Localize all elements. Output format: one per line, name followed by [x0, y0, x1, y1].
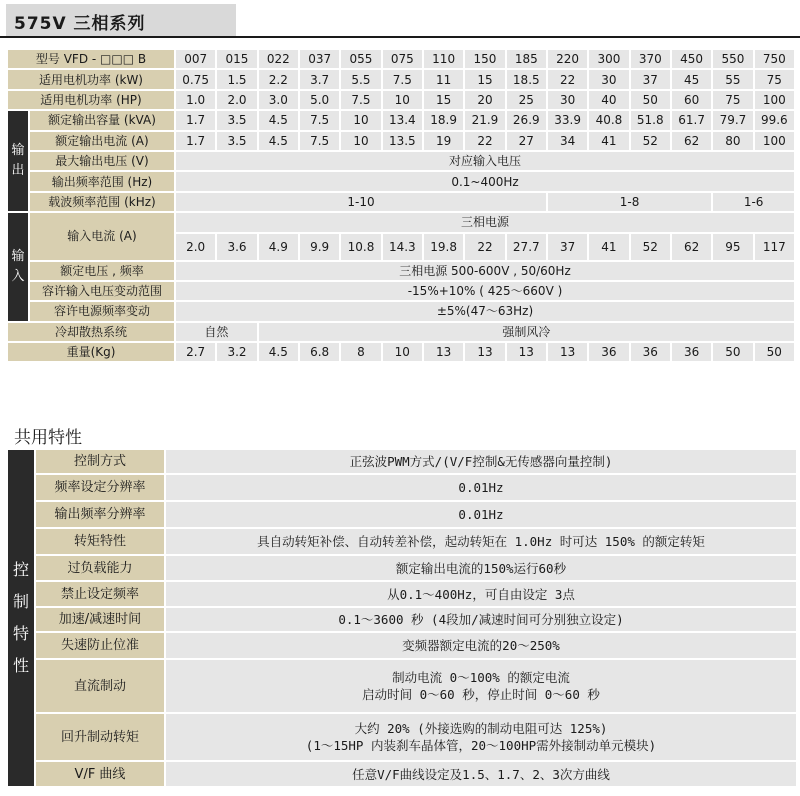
motor-kw-cell: 5.5 — [340, 69, 381, 89]
feature-label: 过负载能力 — [35, 555, 165, 581]
feature-label: 失速防止位准 — [35, 632, 165, 659]
row-in-phase — [7, 212, 795, 232]
motor-hp-cell: 40 — [588, 90, 629, 110]
weight-cell: 2.7 — [175, 342, 216, 362]
motor-hp-cell: 10 — [382, 90, 423, 110]
feature-value — [165, 761, 797, 787]
row-carrier — [7, 192, 795, 212]
motor-hp-cell: 1.0 — [175, 90, 216, 110]
freq-range-label: 输出频率范围 (Hz) — [29, 171, 175, 191]
weight-cell: 10 — [382, 342, 423, 362]
motor-kw-cell: 11 — [423, 69, 464, 89]
kva-cell: 99.6 — [754, 110, 795, 130]
feature-label: 控制方式 — [35, 449, 165, 474]
motor-hp-cell: 50 — [630, 90, 671, 110]
model-cell: 037 — [299, 49, 340, 69]
in-current-cell: 4.9 — [258, 233, 299, 261]
section-title-common: 共用特性 — [14, 428, 82, 448]
feature-row — [7, 761, 797, 787]
model-label: 型号 VFD - □□□ B — [7, 49, 175, 69]
page-title: 575V 三相系列 — [14, 14, 146, 34]
row-model — [7, 49, 795, 69]
kva-cell: 26.9 — [506, 110, 547, 130]
model-cell: 015 — [216, 49, 257, 69]
in-current-cell: 27.7 — [506, 233, 547, 261]
feature-row — [7, 659, 797, 713]
motor-kw-cell: 37 — [630, 69, 671, 89]
cooling-value: 自然 — [175, 322, 258, 342]
kva-cell: 21.9 — [464, 110, 505, 130]
motor-kw-cell: 55 — [712, 69, 753, 89]
cooling-label: 冷却散热系统 — [7, 322, 175, 342]
feature-label: 禁止设定频率 — [35, 581, 165, 607]
in-current-cell: 117 — [754, 233, 795, 261]
feature-value-line: 0.1～3600 秒 (4段加/减速时间可分别独立设定) — [338, 612, 624, 627]
feature-label: V/F 曲线 — [35, 761, 165, 787]
kva-label: 额定输出容量 (kVA) — [29, 110, 175, 130]
freq-range-value: 0.1~400Hz — [175, 171, 795, 191]
spec-table — [6, 48, 796, 363]
feature-row — [7, 581, 797, 607]
kva-cell: 18.9 — [423, 110, 464, 130]
motor-kw-cell: 15 — [464, 69, 505, 89]
motor-kw-cell: 3.7 — [299, 69, 340, 89]
feature-value-line: 启动时间 0～60 秒，停止时间 0～60 秒 — [362, 687, 600, 702]
model-cell: 022 — [258, 49, 299, 69]
weight-cell: 13 — [506, 342, 547, 362]
out-current-cell: 19 — [423, 131, 464, 151]
output-side-label: 输出 — [7, 110, 29, 212]
rated-voltage-label: 额定电压 , 频率 — [29, 261, 175, 281]
feature-value — [165, 555, 797, 581]
motor-hp-cell: 5.0 — [299, 90, 340, 110]
weight-cell: 8 — [340, 342, 381, 362]
feature-value — [165, 501, 797, 528]
feature-row — [7, 449, 797, 474]
title-underline — [0, 36, 800, 38]
feature-value-line: 从0.1～400Hz，可自由设定 3点 — [387, 586, 575, 602]
feature-value — [165, 659, 797, 713]
row-cooling — [7, 322, 795, 342]
in-phase-value: 三相电源 — [175, 212, 795, 232]
out-current-cell: 22 — [464, 131, 505, 151]
motor-hp-cell: 7.5 — [340, 90, 381, 110]
feature-label: 回升制动转矩 — [35, 713, 165, 761]
model-cell: 370 — [630, 49, 671, 69]
weight-cell: 6.8 — [299, 342, 340, 362]
weight-cell: 36 — [588, 342, 629, 362]
motor-hp-cell: 3.0 — [258, 90, 299, 110]
kva-cell: 40.8 — [588, 110, 629, 130]
motor-kw-cell: 0.75 — [175, 69, 216, 89]
feature-label: 频率设定分辨率 — [35, 474, 165, 501]
feature-label: 加速/减速时间 — [35, 607, 165, 632]
feature-side-char: 控 — [12, 560, 29, 579]
weight-cell: 13 — [464, 342, 505, 362]
model-cell: 007 — [175, 49, 216, 69]
kva-cell: 33.9 — [547, 110, 588, 130]
feature-value-line: 大约 20% (外接选购的制动电阻可达 125%) — [354, 721, 608, 736]
carrier-value: 1-6 — [712, 192, 795, 212]
feature-row — [7, 474, 797, 501]
in-current-cell: 9.9 — [299, 233, 340, 261]
out-current-cell: 34 — [547, 131, 588, 151]
feature-row — [7, 555, 797, 581]
motor-kw-cell: 2.2 — [258, 69, 299, 89]
in-current-cell: 3.6 — [216, 233, 257, 261]
kva-cell: 3.5 — [216, 110, 257, 130]
freq-tol-value: ±5%(47～63Hz) — [175, 301, 795, 321]
motor-hp-label: 适用电机功率 (HP) — [7, 90, 175, 110]
feature-value-line: 0.01Hz — [458, 507, 504, 522]
feature-value — [165, 607, 797, 632]
title-block — [6, 4, 256, 38]
feature-value — [165, 713, 797, 761]
row-weight — [7, 342, 795, 362]
out-current-cell: 4.5 — [258, 131, 299, 151]
feature-value-line: (1～15HP 内装刹车晶体管，20～100HP需外接制动单元模块) — [305, 738, 657, 753]
model-cell: 110 — [423, 49, 464, 69]
feature-side-char: 制 — [12, 592, 29, 611]
model-cell: 055 — [340, 49, 381, 69]
feature-value-line: 具自动转矩补偿、自动转差补偿，起动转矩在 1.0Hz 时可达 150% 的额定转矩 — [257, 534, 705, 549]
feature-value-line: 额定输出电流的150%运行60秒 — [395, 560, 567, 576]
in-current-cell: 2.0 — [175, 233, 216, 261]
feature-value — [165, 474, 797, 501]
motor-kw-cell: 75 — [754, 69, 795, 89]
feature-row — [7, 501, 797, 528]
voltage-tol-value: -15%+10% ( 425～660V ) — [175, 281, 795, 301]
feature-label: 转矩特性 — [35, 528, 165, 555]
out-current-label: 额定输出电流 (A) — [29, 131, 175, 151]
motor-kw-cell: 18.5 — [506, 69, 547, 89]
weight-label: 重量(Kg) — [7, 342, 175, 362]
feature-value-line: 0.01Hz — [458, 480, 504, 495]
weight-cell: 13 — [547, 342, 588, 362]
kva-cell: 10 — [340, 110, 381, 130]
weight-cell: 13 — [423, 342, 464, 362]
motor-hp-cell: 60 — [671, 90, 712, 110]
row-freq-tol — [7, 301, 795, 321]
feature-label: 输出频率分辨率 — [35, 501, 165, 528]
feature-side-label — [7, 449, 35, 787]
out-current-cell: 3.5 — [216, 131, 257, 151]
weight-cell: 3.2 — [216, 342, 257, 362]
motor-hp-cell: 2.0 — [216, 90, 257, 110]
kva-cell: 51.8 — [630, 110, 671, 130]
rated-voltage-value: 三相电源 500-600V , 50/60Hz — [175, 261, 795, 281]
model-cell: 750 — [754, 49, 795, 69]
model-cell: 550 — [712, 49, 753, 69]
feature-table — [6, 448, 798, 788]
model-cell: 220 — [547, 49, 588, 69]
cooling-value: 强制风冷 — [258, 322, 795, 342]
feature-value — [165, 632, 797, 659]
row-max-voltage — [7, 151, 795, 171]
out-current-cell: 13.5 — [382, 131, 423, 151]
model-cell: 150 — [464, 49, 505, 69]
kva-cell: 79.7 — [712, 110, 753, 130]
row-motor-hp — [7, 90, 795, 110]
motor-kw-label: 适用电机功率 (kW) — [7, 69, 175, 89]
carrier-value: 1-10 — [175, 192, 547, 212]
feature-row — [7, 528, 797, 555]
model-cell: 450 — [671, 49, 712, 69]
model-cell: 185 — [506, 49, 547, 69]
in-current-label: 输入电流 (A) — [29, 212, 175, 260]
voltage-tol-label: 容许输入电压变动范围 — [29, 281, 175, 301]
motor-kw-cell: 7.5 — [382, 69, 423, 89]
motor-hp-cell: 100 — [754, 90, 795, 110]
in-current-cell: 10.8 — [340, 233, 381, 261]
out-current-cell: 27 — [506, 131, 547, 151]
weight-cell: 4.5 — [258, 342, 299, 362]
in-current-cell: 14.3 — [382, 233, 423, 261]
motor-hp-cell: 15 — [423, 90, 464, 110]
kva-cell: 7.5 — [299, 110, 340, 130]
in-current-cell: 95 — [712, 233, 753, 261]
row-freq-range — [7, 171, 795, 191]
max-voltage-value: 对应输入电压 — [175, 151, 795, 171]
out-current-cell: 62 — [671, 131, 712, 151]
feature-row — [7, 713, 797, 761]
motor-hp-cell: 20 — [464, 90, 505, 110]
feature-row — [7, 632, 797, 659]
motor-hp-cell: 75 — [712, 90, 753, 110]
in-current-cell: 52 — [630, 233, 671, 261]
in-current-cell: 19.8 — [423, 233, 464, 261]
row-kva — [7, 110, 795, 130]
motor-kw-cell: 22 — [547, 69, 588, 89]
motor-hp-cell: 25 — [506, 90, 547, 110]
in-current-cell: 62 — [671, 233, 712, 261]
kva-cell: 61.7 — [671, 110, 712, 130]
out-current-cell: 41 — [588, 131, 629, 151]
feature-row — [7, 607, 797, 632]
feature-value — [165, 449, 797, 474]
feature-value-line: 正弦波PWM方式/(V/F控制&无传感器向量控制) — [349, 454, 613, 469]
row-out-current — [7, 131, 795, 151]
motor-hp-cell: 30 — [547, 90, 588, 110]
row-voltage-tol — [7, 281, 795, 301]
out-current-cell: 100 — [754, 131, 795, 151]
motor-kw-cell: 30 — [588, 69, 629, 89]
feature-side-char: 特 — [12, 624, 29, 643]
in-current-cell: 37 — [547, 233, 588, 261]
weight-cell: 36 — [671, 342, 712, 362]
freq-tol-label: 容许电源频率变动 — [29, 301, 175, 321]
input-side-label: 输入 — [7, 212, 29, 322]
out-current-cell: 52 — [630, 131, 671, 151]
row-rated-voltage — [7, 261, 795, 281]
feature-side-char: 性 — [12, 656, 29, 675]
feature-label: 直流制动 — [35, 659, 165, 713]
feature-value-line: 制动电流 0～100% 的额定电流 — [392, 670, 570, 685]
carrier-label: 载波频率范围 (kHz) — [29, 192, 175, 212]
kva-cell: 4.5 — [258, 110, 299, 130]
motor-kw-cell: 1.5 — [216, 69, 257, 89]
feature-value — [165, 581, 797, 607]
max-voltage-label: 最大输出电压 (V) — [29, 151, 175, 171]
weight-cell: 36 — [630, 342, 671, 362]
out-current-cell: 7.5 — [299, 131, 340, 151]
weight-cell: 50 — [754, 342, 795, 362]
in-current-cell: 41 — [588, 233, 629, 261]
kva-cell: 1.7 — [175, 110, 216, 130]
kva-cell: 13.4 — [382, 110, 423, 130]
row-motor-kw — [7, 69, 795, 89]
model-cell: 300 — [588, 49, 629, 69]
weight-cell: 50 — [712, 342, 753, 362]
feature-value-line: 变频器额定电流的20～250% — [402, 638, 560, 653]
out-current-cell: 10 — [340, 131, 381, 151]
feature-value-line: 任意V/F曲线设定及1.5、1.7、2、3次方曲线 — [352, 766, 610, 782]
in-current-cell: 22 — [464, 233, 505, 261]
feature-value — [165, 528, 797, 555]
motor-kw-cell: 45 — [671, 69, 712, 89]
out-current-cell: 1.7 — [175, 131, 216, 151]
out-current-cell: 80 — [712, 131, 753, 151]
carrier-value: 1-8 — [547, 192, 712, 212]
model-cell: 075 — [382, 49, 423, 69]
